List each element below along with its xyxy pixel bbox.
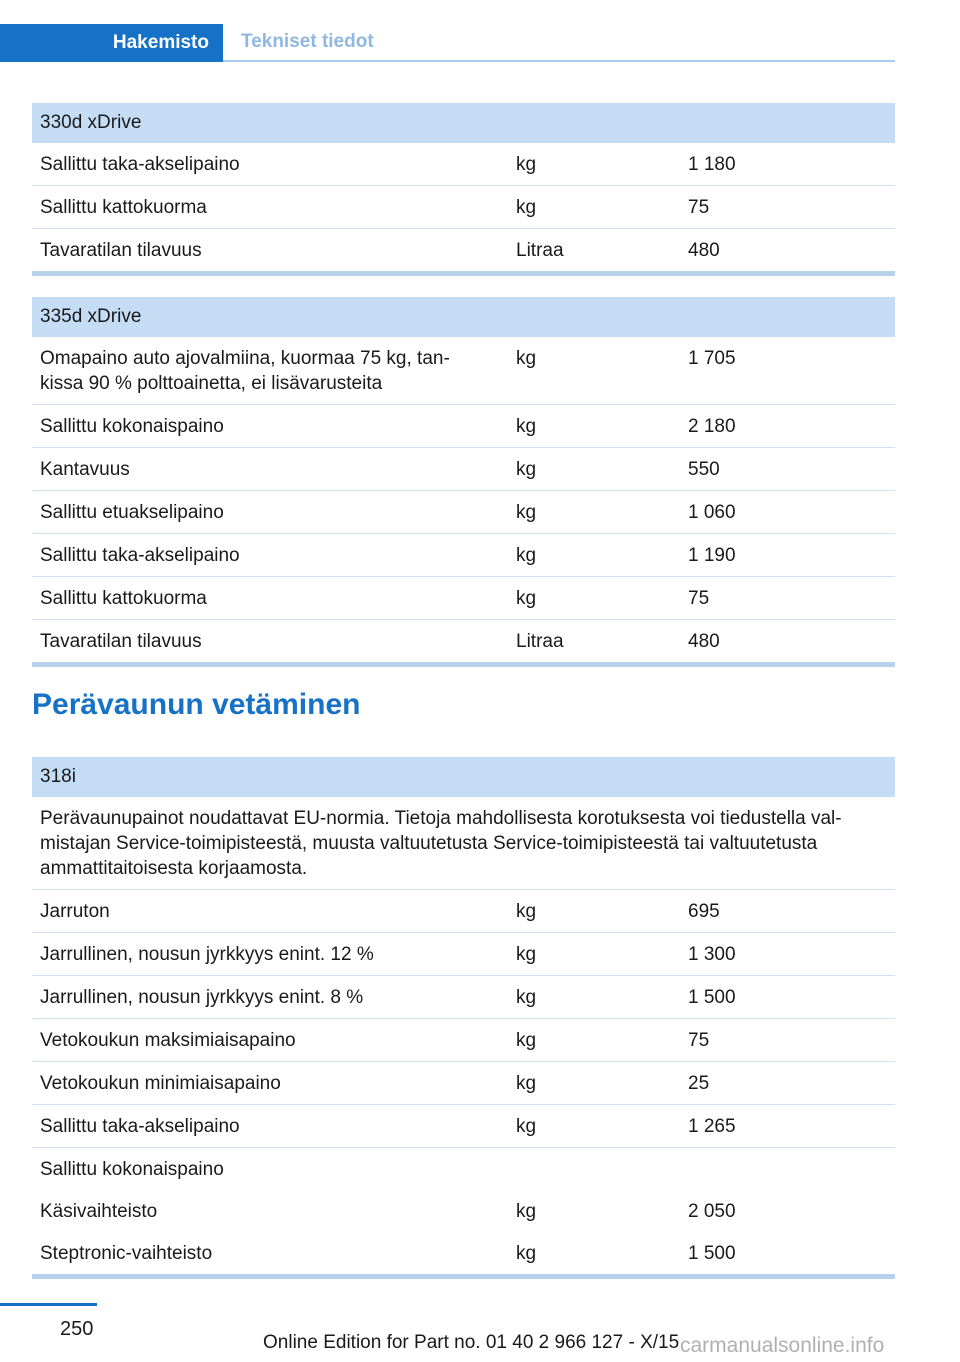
row-unit: kg	[516, 588, 537, 609]
row-value: 1 180	[688, 154, 736, 175]
row-label: Tavaratilan tilavuus	[40, 631, 202, 652]
row-label: Sallittu kattokuorma	[40, 197, 207, 218]
row-value: 1 300	[688, 944, 736, 965]
row-unit: Litraa	[516, 631, 564, 652]
table-318i-title: 318i	[32, 757, 895, 797]
table-group-row	[32, 1148, 895, 1190]
row-label: Steptronic-vaihteisto	[40, 1243, 213, 1264]
row-label: Omapaino auto ajovalmiina, kuormaa 75 kg, tan-kissa 90 % polttoainetta, ei lisävarusteita	[40, 348, 450, 394]
table-335d	[32, 297, 895, 667]
row-value: 1 705	[688, 348, 736, 369]
row-value: 75	[688, 197, 710, 218]
table-row	[32, 448, 895, 491]
row-unit: kg	[516, 987, 537, 1008]
row-unit: kg	[516, 1116, 537, 1137]
row-value: 1 060	[688, 502, 736, 523]
table-330d	[32, 103, 895, 276]
table-row	[32, 1062, 895, 1105]
table-318i	[32, 757, 895, 1279]
row-label: Sallittu kattokuorma	[40, 588, 207, 609]
row-unit: kg	[516, 348, 537, 369]
row-value: 2 180	[688, 416, 736, 437]
row-value: 2 050	[688, 1201, 736, 1222]
row-unit: kg	[516, 1243, 537, 1264]
row-label: Sallittu etuakselipaino	[40, 502, 224, 523]
row-label: Kantavuus	[40, 459, 130, 480]
row-value: 25	[688, 1073, 710, 1094]
table-end-bar	[32, 271, 895, 276]
table-row	[32, 1019, 895, 1062]
row-unit: kg	[516, 901, 537, 922]
row-label: Jarrullinen, nousun jyrkkyys enint. 8 %	[40, 987, 364, 1008]
row-unit: kg	[516, 1201, 537, 1222]
section-title: Perävaunun vetäminen	[32, 688, 361, 721]
row-label: Vetokoukun maksimiaisapaino	[40, 1030, 296, 1051]
row-label: Käsivaihteisto	[40, 1201, 158, 1222]
tab-hakemisto[interactable]: Hakemisto	[0, 24, 223, 62]
table-row	[32, 143, 895, 186]
table-row	[32, 491, 895, 534]
row-label: Jarruton	[40, 901, 110, 922]
table-end-bar	[32, 662, 895, 667]
row-unit: kg	[516, 459, 537, 480]
footer-accent-line	[0, 1303, 97, 1306]
row-value: 695	[688, 901, 720, 922]
row-value: 480	[688, 240, 720, 261]
row-value: 480	[688, 631, 720, 652]
table-row	[32, 1190, 895, 1232]
tab-tekniset-tiedot[interactable]: Tekniset tiedot	[223, 24, 895, 62]
row-unit: kg	[516, 1073, 537, 1094]
row-value: 75	[688, 1030, 710, 1051]
row-label: Sallittu taka-akselipaino	[40, 154, 240, 175]
table-335d-title: 335d xDrive	[32, 297, 895, 337]
row-unit	[516, 1148, 680, 1190]
table-row	[32, 620, 895, 662]
table-row	[32, 933, 895, 976]
table-row	[32, 229, 895, 271]
row-unit: kg	[516, 944, 537, 965]
table-row	[32, 890, 895, 933]
row-value: 75	[688, 588, 710, 609]
row-label: Jarrullinen, nousun jyrkkyys enint. 12 %	[40, 944, 374, 965]
table-row	[32, 976, 895, 1019]
header-tabs	[0, 24, 895, 62]
table-row	[32, 1232, 895, 1274]
row-label: Sallittu taka-akselipaino	[40, 545, 240, 566]
row-value	[680, 1148, 895, 1190]
table-row	[32, 1105, 895, 1148]
row-label: Tavaratilan tilavuus	[40, 240, 202, 261]
row-value: 1 500	[688, 1243, 736, 1264]
row-unit: Litraa	[516, 240, 564, 261]
row-unit: kg	[516, 545, 537, 566]
table-row	[32, 534, 895, 577]
page-number: 250	[60, 1318, 94, 1340]
row-label: Sallittu kokonaispaino	[40, 416, 224, 437]
table-end-bar	[32, 1274, 895, 1279]
table-note-row	[32, 797, 895, 890]
row-label: Vetokoukun minimiaisapaino	[40, 1073, 281, 1094]
table-row	[32, 337, 895, 405]
table-330d-title: 330d xDrive	[32, 103, 895, 143]
row-value: 550	[688, 459, 720, 480]
group-label: Sallittu kokonaispaino	[40, 1159, 224, 1180]
row-unit: kg	[516, 416, 537, 437]
row-label: Sallittu taka-akselipaino	[40, 1116, 240, 1137]
row-unit: kg	[516, 197, 537, 218]
row-unit: kg	[516, 502, 537, 523]
table-row	[32, 186, 895, 229]
table-row	[32, 405, 895, 448]
edition-text: Online Edition for Part no. 01 40 2 966 127 - X/15	[263, 1332, 680, 1353]
row-value: 1 500	[688, 987, 736, 1008]
table-row	[32, 577, 895, 620]
row-unit: kg	[516, 1030, 537, 1051]
row-unit: kg	[516, 154, 537, 175]
row-value: 1 190	[688, 545, 736, 566]
watermark: carmanualsonline.info	[680, 1334, 885, 1357]
table-note: Perävaunupainot noudattavat EU-normia. Tietoja mahdollisesta korotuksesta voi tiedustella val-mistajan Service-toimipisteestä, muusta valtuutetusta Service-toimipisteestä tai valtuutetusta ammattitaitoisesta korjaamosta.	[40, 808, 842, 879]
row-value: 1 265	[688, 1116, 736, 1137]
